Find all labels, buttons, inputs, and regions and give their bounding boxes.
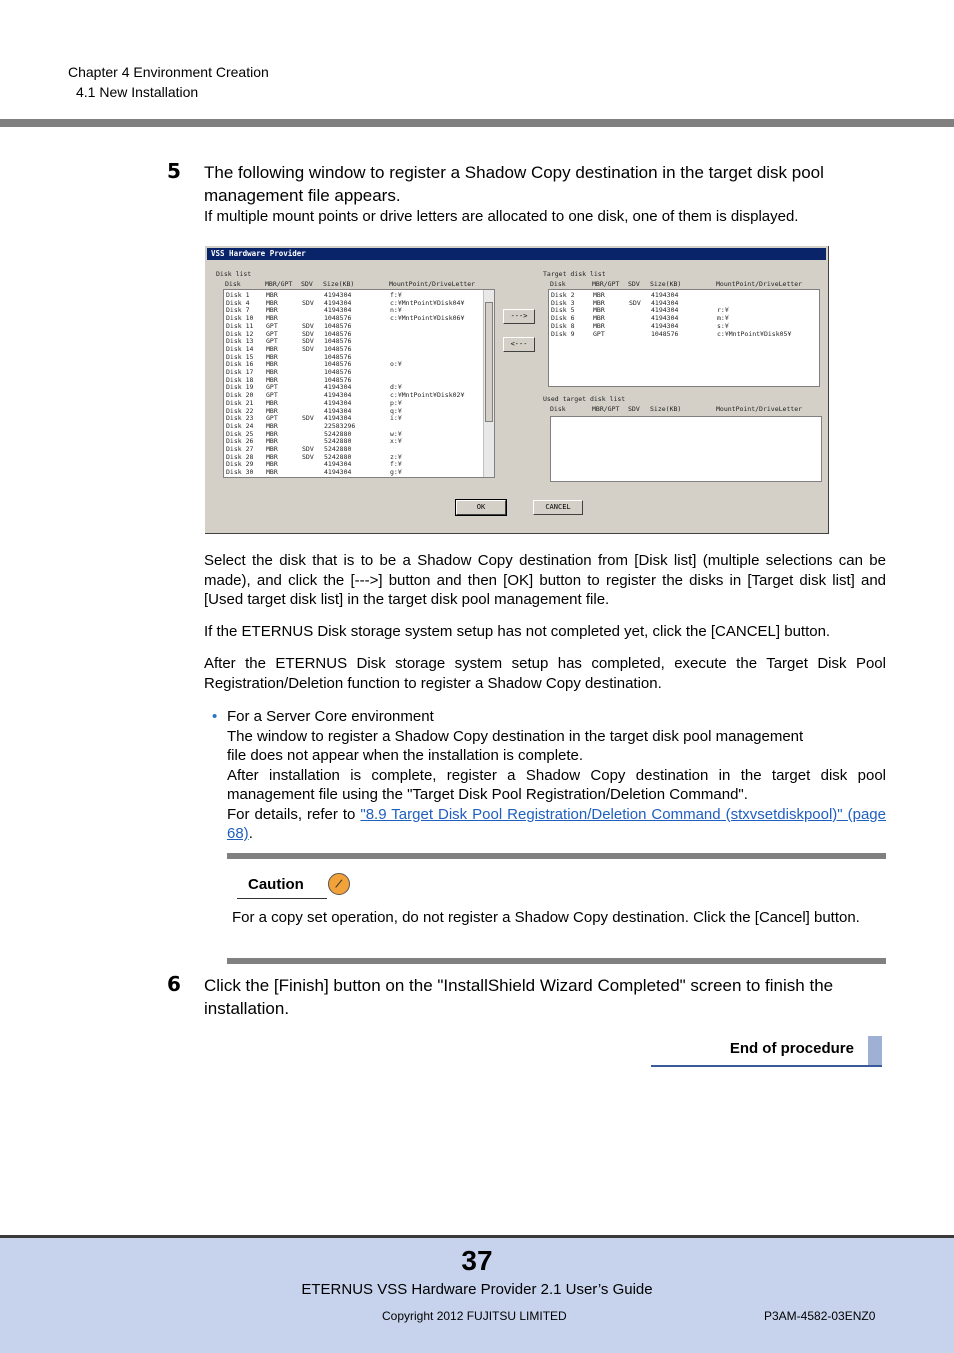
list-cell: 4194304 — [651, 306, 679, 315]
list-cell: MBR — [266, 291, 278, 299]
list-cell: Disk 11 — [226, 321, 254, 330]
list-cell: Disk 29 — [226, 460, 254, 469]
list-cell: MBR — [266, 452, 278, 461]
caution-underline — [237, 898, 327, 899]
list-cell: 4194304 — [324, 306, 352, 315]
list-cell: MBR — [593, 291, 605, 299]
list-cell: 4194304 — [324, 291, 352, 299]
list-cell: Disk 1 — [226, 291, 250, 299]
list-cell: s:¥ — [717, 321, 729, 330]
caution-label: Caution — [248, 876, 304, 893]
bullet-line2: file does not appear when the installation is complete. — [227, 747, 584, 764]
list-cell: c:¥MntPoint¥Disk04¥ — [390, 298, 465, 307]
disk-list-scrollbar[interactable] — [483, 290, 494, 477]
list-cell: 22583296 — [324, 421, 356, 430]
list-cell: x:¥ — [390, 437, 402, 446]
list-cell: SDV — [302, 329, 314, 338]
details-suffix: . — [248, 825, 253, 842]
end-of-procedure-marker — [868, 1036, 882, 1065]
paragraph-cancel: If the ETERNUS Disk storage system setup has not completed yet, click the [CANCEL] button. — [204, 623, 831, 640]
list-cell: 4194304 — [324, 391, 352, 400]
paragraph-select-disk: Select the disk that is to be a Shadow Copy destination from [Disk list] (multiple selections can be made), and click the [--->] button and then [OK] button to register the disks in [Target disk list] and [Used target disk list] in the target disk pool management file. — [204, 552, 886, 608]
col-mount: MountPoint/DriveLetter — [389, 280, 476, 288]
list-cell: f:¥ — [390, 291, 402, 299]
list-cell: MBR — [593, 298, 605, 307]
list-cell: m:¥ — [717, 314, 729, 323]
list-cell: Disk 15 — [226, 352, 254, 361]
list-cell: Disk 30 — [226, 468, 254, 477]
list-cell: n:¥ — [390, 306, 402, 315]
bullet-details — [227, 805, 886, 844]
used-list-header — [550, 405, 820, 413]
list-cell: 5242880 — [324, 445, 352, 453]
list-cell: Disk 21 — [226, 398, 254, 407]
bullet-marker: • — [212, 708, 218, 725]
list-cell: 5242880 — [324, 429, 352, 438]
list-cell: Disk 18 — [226, 375, 254, 384]
col-disk: Disk — [550, 280, 566, 288]
list-cell: MBR — [266, 298, 278, 307]
col-disk: Disk — [225, 280, 241, 288]
list-cell: MBR — [266, 445, 278, 453]
list-cell: SDV — [302, 337, 314, 346]
paragraph-after-setup: After the ETERNUS Disk storage system setup has completed, execute the Target Disk Pool Registration/Deletion function to register a Shadow Copy destination. — [204, 655, 886, 692]
list-cell: 4194304 — [324, 383, 352, 392]
list-cell: Disk 22 — [226, 406, 254, 415]
list-cell: Disk 28 — [226, 452, 254, 461]
step5-line2: management file appears. — [204, 186, 401, 205]
col-size: Size(KB) — [650, 405, 682, 413]
list-cell: 5242880 — [324, 437, 352, 446]
list-cell: 4194304 — [324, 398, 352, 407]
used-list-label: Used target disk list — [543, 395, 626, 403]
running-header-chapter: Chapter 4 Environment Creation — [68, 64, 269, 80]
list-cell: SDV — [302, 452, 314, 461]
list-cell: Disk 19 — [226, 383, 254, 392]
list-cell: MBR — [266, 398, 278, 407]
list-cell: Disk 27 — [226, 445, 254, 453]
col-size: Size(KB) — [323, 280, 355, 288]
footer-copyright: Copyright 2012 FUJITSU LIMITED — [382, 1309, 567, 1323]
col-mount: MountPoint/DriveLetter — [716, 405, 803, 413]
list-cell: o:¥ — [390, 360, 402, 369]
list-cell: MBR — [593, 321, 605, 330]
window-title: VSS Hardware Provider — [207, 248, 826, 260]
col-disk: Disk — [550, 405, 566, 413]
list-cell: MBR — [266, 344, 278, 353]
list-cell: Disk 2 — [551, 291, 575, 299]
footer-document-code: P3AM-4582-03ENZ0 — [764, 1309, 876, 1323]
list-cell: Disk 24 — [226, 421, 254, 430]
list-cell: MBR — [266, 306, 278, 315]
list-cell: 1048576 — [324, 329, 352, 338]
caution-text: For a copy set operation, do not register a Shadow Copy destination. Click the [Cancel] button. — [232, 909, 860, 926]
list-cell: r:¥ — [717, 306, 729, 315]
list-cell: Disk 26 — [226, 437, 254, 446]
step-number-6: 6 — [167, 972, 181, 996]
footer-title: ETERNUS VSS Hardware Provider 2.1 User’s Guide — [301, 1281, 653, 1298]
list-cell: SDV — [302, 445, 314, 453]
header-divider — [0, 119, 954, 127]
list-cell: Disk 8 — [551, 321, 575, 330]
list-cell: SDV — [302, 344, 314, 353]
bullet-title: For a Server Core environment — [227, 708, 434, 725]
list-cell: SDV — [302, 298, 314, 307]
list-cell: MBR — [593, 314, 605, 323]
list-cell: 1048576 — [324, 314, 352, 323]
list-cell: MBR — [266, 460, 278, 469]
step6-line2: installation. — [204, 999, 290, 1018]
disk-list-header — [225, 280, 495, 288]
list-cell: MBR — [266, 360, 278, 369]
list-cell: GPT — [266, 414, 278, 423]
list-cell: 1048576 — [324, 344, 352, 353]
list-cell: 1048576 — [651, 329, 679, 338]
list-cell: Disk 16 — [226, 360, 254, 369]
used-target-disk-list-box[interactable] — [550, 416, 822, 482]
list-cell: MBR — [266, 352, 278, 361]
list-cell: 4194304 — [324, 468, 352, 477]
list-cell: 1048576 — [324, 375, 352, 384]
list-cell: MBR — [266, 314, 278, 323]
list-cell: SDV — [302, 321, 314, 330]
list-cell: 1048576 — [324, 321, 352, 330]
list-cell: p:¥ — [390, 398, 402, 407]
vss-provider-window — [205, 246, 829, 534]
end-of-procedure — [651, 1036, 882, 1067]
target-list-label: Target disk list — [543, 270, 606, 278]
col-mount: MountPoint/DriveLetter — [716, 280, 803, 288]
remove-button[interactable]: <--- — [503, 337, 535, 352]
list-cell: Disk 14 — [226, 344, 254, 353]
list-cell: GPT — [266, 391, 278, 400]
details-prefix: For details, refer to — [227, 805, 361, 823]
list-cell: Disk 6 — [551, 314, 575, 323]
list-cell: 4194304 — [651, 298, 679, 307]
end-of-procedure-label: End of procedure — [729, 1040, 854, 1057]
col-sdv: SDV — [628, 405, 640, 413]
list-cell: g:¥ — [390, 468, 402, 477]
col-sdv: SDV — [628, 280, 640, 288]
col-mbrgpt: MBR/GPT — [592, 405, 620, 413]
list-cell: Disk 7 — [226, 306, 250, 315]
list-cell: Disk 4 — [226, 298, 250, 307]
list-cell: 4194304 — [651, 314, 679, 323]
list-cell: Disk 13 — [226, 337, 254, 346]
list-cell: MBR — [593, 306, 605, 315]
step6-line1: Click the [Finish] button on the "InstallShield Wizard Completed" screen to finish the — [204, 976, 834, 995]
step5-text — [204, 161, 886, 207]
caution-bottom-bar — [227, 958, 886, 964]
list-cell: Disk 9 — [551, 329, 575, 338]
list-cell: z:¥ — [390, 452, 402, 461]
list-cell: c:¥MntPoint¥Disk06¥ — [390, 314, 465, 323]
page-number: 37 — [461, 1245, 493, 1276]
list-cell: MBR — [266, 468, 278, 477]
caution-top-bar — [227, 853, 886, 859]
col-size: Size(KB) — [650, 280, 682, 288]
col-sdv: SDV — [301, 280, 313, 288]
list-cell: Disk 12 — [226, 329, 254, 338]
list-cell: Disk 20 — [226, 391, 254, 400]
bullet-paragraph: After installation is complete, register a Shadow Copy destination in the target disk pool management file using the "Target Disk Pool Registration/Deletion Command". — [227, 766, 886, 803]
list-cell: MBR — [266, 437, 278, 446]
list-cell: MBR — [266, 421, 278, 430]
list-cell: q:¥ — [390, 406, 402, 415]
list-cell: 4194304 — [324, 414, 352, 423]
list-cell: i:¥ — [390, 414, 402, 423]
list-cell: Disk 10 — [226, 314, 254, 323]
cross-reference-link[interactable]: "8.9 Target Disk Pool Registration/Deletion Command (stxvsetdiskpool)" (page 68) — [227, 805, 886, 842]
col-mbrgpt: MBR/GPT — [265, 280, 293, 288]
col-mbrgpt: MBR/GPT — [592, 280, 620, 288]
list-cell: Disk 17 — [226, 368, 254, 376]
add-button[interactable]: ---> — [503, 309, 535, 324]
list-cell: MBR — [266, 429, 278, 438]
list-cell: GPT — [266, 383, 278, 392]
list-cell: GPT — [266, 337, 278, 346]
list-cell: c:¥MntPoint¥Disk02¥ — [390, 391, 465, 400]
list-cell: MBR — [266, 406, 278, 415]
list-cell: MBR — [266, 368, 278, 376]
list-cell: w:¥ — [390, 429, 402, 438]
list-cell: 4194304 — [324, 460, 352, 469]
caution-icon — [328, 873, 350, 895]
list-cell: GPT — [266, 329, 278, 338]
cancel-button[interactable]: CANCEL — [533, 500, 583, 515]
scrollbar-thumb[interactable] — [485, 302, 493, 422]
list-cell: Disk 5 — [551, 306, 575, 315]
list-cell: 1048576 — [324, 368, 352, 376]
ok-button[interactable]: OK — [456, 500, 506, 515]
list-cell: SDV — [629, 298, 641, 307]
list-cell: 4194304 — [324, 298, 352, 307]
list-cell: SDV — [302, 414, 314, 423]
disk-list-label: Disk list — [216, 270, 252, 278]
server-core-note — [227, 707, 886, 844]
step6-text — [204, 974, 886, 1020]
list-cell: GPT — [593, 329, 605, 338]
step5-note: If multiple mount points or drive letters are allocated to one disk, one of them is displayed. — [204, 208, 799, 225]
target-list-header — [550, 280, 820, 288]
list-cell: 1048576 — [324, 352, 352, 361]
disk-list-box[interactable] — [223, 289, 495, 478]
bullet-line1: The window to register a Shadow Copy destination in the target disk pool management — [227, 727, 804, 745]
list-cell: c:¥MntPoint¥Disk05¥ — [717, 329, 792, 338]
list-cell: 4194304 — [651, 321, 679, 330]
list-cell: 1048576 — [324, 337, 352, 346]
list-cell: 5242880 — [324, 452, 352, 461]
list-cell: d:¥ — [390, 383, 402, 392]
list-cell: 4194304 — [324, 406, 352, 415]
list-cell: f:¥ — [390, 460, 402, 469]
step5-line1: The following window to register a Shadow Copy destination in the target disk pool — [204, 163, 824, 182]
list-cell: 1048576 — [324, 360, 352, 369]
running-header-section: 4.1 New Installation — [76, 84, 199, 100]
list-cell: Disk 25 — [226, 429, 254, 438]
list-cell: Disk 23 — [226, 414, 254, 423]
list-cell: GPT — [266, 321, 278, 330]
step-number-5: 5 — [167, 159, 181, 183]
list-cell: 4194304 — [651, 291, 679, 299]
list-cell: MBR — [266, 375, 278, 384]
target-disk-list-box[interactable] — [548, 289, 820, 387]
list-cell: Disk 3 — [551, 298, 575, 307]
